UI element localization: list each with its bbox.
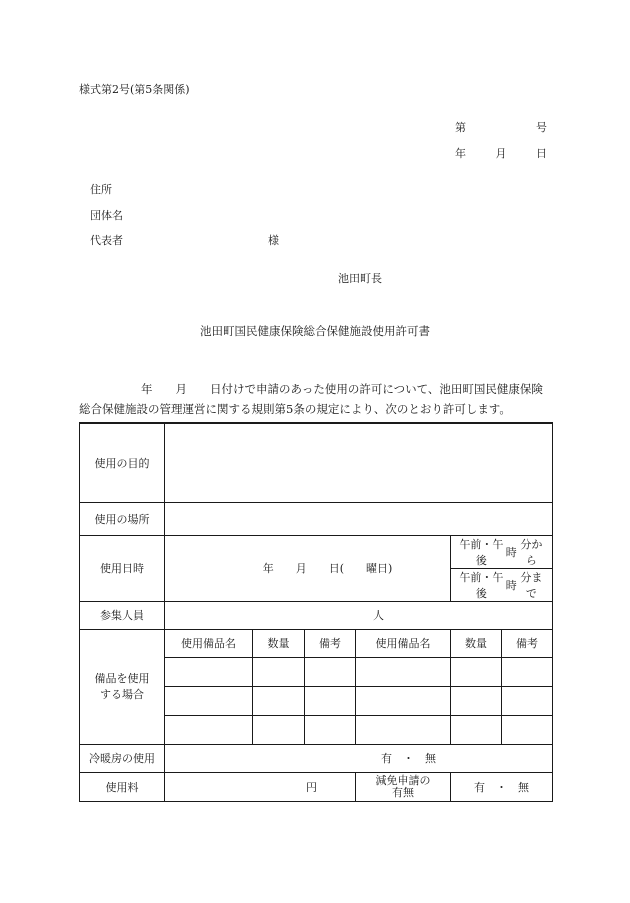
permit-table (79, 422, 553, 802)
equip-cell[interactable] (253, 715, 305, 744)
purpose-label: 使用の目的 (80, 423, 165, 502)
equip-cell[interactable] (451, 715, 502, 744)
equip-header-name-2: 使用備品名 (356, 629, 451, 657)
attendees-unit: 人 (373, 609, 385, 622)
hvac-label: 冷暖房の使用 (80, 744, 165, 772)
to-label: 分まで (520, 570, 543, 600)
hvac-row (80, 744, 553, 772)
equip-cell[interactable] (356, 715, 451, 744)
equip-cell[interactable] (253, 657, 305, 686)
issuer: 池田町長 (338, 272, 382, 285)
equip-header-qty-2: 数量 (451, 629, 502, 657)
organization-label: 団体名 (90, 209, 123, 222)
from-label: 分から (520, 537, 543, 567)
exemption-options[interactable]: 有 ・ 無 (451, 772, 553, 801)
equip-header-qty-1: 数量 (253, 629, 305, 657)
datetime-label: 使用日時 (80, 535, 165, 601)
fee-label: 使用料 (80, 772, 165, 801)
form-number: 様式第2号(第5条関係) (79, 83, 190, 96)
fee-row (80, 772, 553, 801)
equip-cell[interactable] (502, 715, 553, 744)
equip-cell[interactable] (305, 715, 356, 744)
equip-cell[interactable] (451, 657, 502, 686)
honorific: 様 (268, 234, 279, 247)
document-title: 池田町国民健康保険総合保健施設使用許可書 (200, 324, 430, 338)
equip-header-note-2: 備考 (502, 629, 553, 657)
equip-cell[interactable] (356, 657, 451, 686)
equip-cell[interactable] (502, 686, 553, 715)
datetime-row (80, 535, 553, 601)
place-row (80, 502, 553, 535)
fee-field[interactable] (165, 772, 356, 801)
equip-header-note-1: 備考 (305, 629, 356, 657)
fee-unit: 円 (306, 780, 317, 794)
address-label: 住所 (90, 183, 112, 196)
equip-cell[interactable] (165, 657, 253, 686)
time-start[interactable] (451, 536, 552, 568)
body-line-1: 年 月 日付けで申請のあった使用の許可について、池田町国民健康保険 (141, 382, 543, 396)
date-fields: 年 月 日( 曜日) (262, 562, 393, 575)
equip-cell[interactable] (305, 657, 356, 686)
month-label: 月 (495, 147, 507, 160)
ampm-start: 午前・午後 (459, 537, 504, 567)
attendees-row (80, 601, 553, 629)
exemption-label: 減免申請の有無 (356, 772, 451, 801)
ampm-end: 午前・午後 (459, 570, 504, 600)
attendees-label: 参集人員 (80, 601, 165, 629)
number-suffix: 号 (536, 121, 547, 134)
purpose-row (80, 423, 553, 502)
equip-header-name-1: 使用備品名 (165, 629, 253, 657)
hour-start: 時 (505, 545, 517, 559)
equipment-header-row (80, 629, 553, 657)
place-label: 使用の場所 (80, 502, 165, 535)
equip-cell[interactable] (253, 686, 305, 715)
attendees-field[interactable] (165, 601, 553, 629)
hour-end: 時 (505, 578, 517, 592)
equip-cell[interactable] (451, 686, 502, 715)
representative-label: 代表者 (90, 234, 123, 247)
hvac-options[interactable]: 有 ・ 無 (165, 744, 553, 772)
purpose-field[interactable] (165, 423, 553, 502)
issue-date (455, 145, 547, 161)
time-end[interactable] (451, 568, 552, 601)
equip-cell[interactable] (305, 686, 356, 715)
equip-cell[interactable] (356, 686, 451, 715)
year-label: 年 (455, 147, 466, 160)
time-range (451, 535, 553, 601)
date-field[interactable] (165, 535, 451, 601)
place-field[interactable] (165, 502, 553, 535)
day-label: 日 (536, 147, 547, 160)
number-prefix: 第 (455, 121, 466, 134)
equip-cell[interactable] (165, 686, 253, 715)
equip-cell[interactable] (502, 657, 553, 686)
equipment-label: 備品を使用する場合 (80, 629, 165, 744)
body-text (79, 379, 553, 419)
document-number (455, 119, 547, 135)
body-line-2: 総合保健施設の管理運営に関する規則第5条の規定により、次のとおり許可します。 (79, 402, 511, 416)
equip-cell[interactable] (165, 715, 253, 744)
